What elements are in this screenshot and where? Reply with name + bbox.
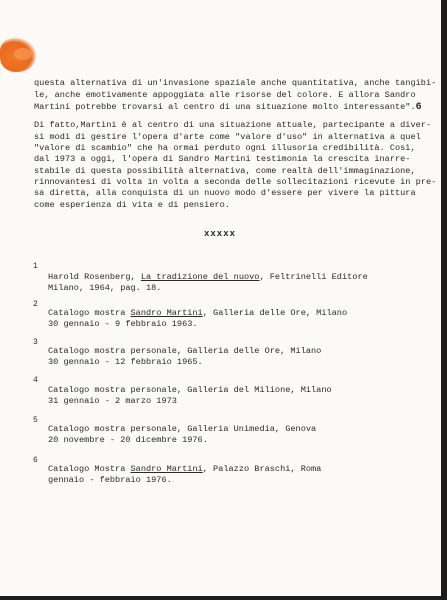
footnote-title: Sandro Martini [130,308,203,318]
footnote-5-line2: 20 novembre - 20 dicembre 1976. [48,435,208,445]
footnote-5-line1: Catalogo mostra personale, Galleria Unimedia, Genova [48,424,317,434]
paragraph1-line3 [34,102,422,113]
footnote-text: Harold Rosenberg, [48,272,141,282]
paragraph2-line3: "valore di scambio" che ha ormai perduto ogni illusoria credibilità. Così, [34,143,416,153]
footnote-1-line1 [48,272,368,284]
footnote-text: , Feltrinelli Editore [259,272,368,282]
footnote-2-line1 [48,308,347,320]
paragraph2-line7: sa diretta, alla conquista di un nuovo modo d'essere per vivere la pittura [34,188,416,198]
footnote-2-line2: 30 gennaio - 9 febbraio 1963. [48,319,198,329]
footnote-ref-6: 6 [415,102,422,113]
footnote-3-line2: 30 gennaio - 12 febbraio 1965. [48,357,203,367]
paragraph1-line1: questa alternativa di un'invasione spaziale anche quantitativa, anche tangibi- [34,78,437,88]
footnote-number: 2 [33,300,38,309]
footnote-number: 3 [33,338,38,347]
paragraph2-line6: rinnovantesi di volta in volta a seconda delle sollecitazioni ricevute in pre- [34,177,437,187]
footnote-title: La tradizione del nuovo [140,272,260,282]
footnote-text: Catalogo Mostra [48,464,131,474]
paragraph2-line2: si modi di gestire l'opera d'arte come "valore d'uso" in alternativa a quel [34,132,421,142]
footnote-6-line1 [48,464,321,476]
paragraph2-line4: dal 1973 a oggi, l'opera di Sandro Martini testimonia la crescita inarre- [34,154,411,164]
footnote-1-line2: Milano, 1964, pag. 18. [48,283,162,293]
section-separator: xxxxx [204,229,237,239]
paragraph2-line8: come esperienza di vita e di pensiero. [34,200,230,210]
footnote-number: 4 [33,376,38,385]
footnote-number: 5 [33,416,38,425]
footnote-text: Catalogo mostra [48,308,131,318]
paragraph1-line2: le, anche emotivamente appoggiata alle risorse del colore. E allora Sandro [34,90,416,100]
footnote-4-line2: 31 gennaio - 2 marzo 1973 [48,396,177,406]
footnote-6-line2: gennaio - febbraio 1976. [48,475,172,485]
footnote-number: 6 [33,456,38,465]
footnote-text: , Galleria delle Ore, Milano [202,308,348,318]
footnote-3-line1: Catalogo mostra personale, Galleria delle Ore, Milano [48,346,322,356]
footnote-number: 1 [33,262,38,271]
footnote-4-line1: Catalogo mostra personale, Galleria del Milione, Milano [48,385,332,395]
footnote-title: Sandro Martini [130,464,203,474]
paragraph2-line1: Di fatto,Martini è al centro di una situazione attuale, partecipante a diver- [34,120,432,130]
paragraph2-line5: stabile di questa possibilità alternativa, come realtà dell'immaginazione, [34,166,416,176]
paragraph1-line3-text: Martini potrebbe trovarsi al centro di una situazione molto interessante". [34,102,416,112]
orange-smudge-highlight [14,48,32,60]
footnote-text: , Palazzo Braschi, Roma [202,464,322,474]
